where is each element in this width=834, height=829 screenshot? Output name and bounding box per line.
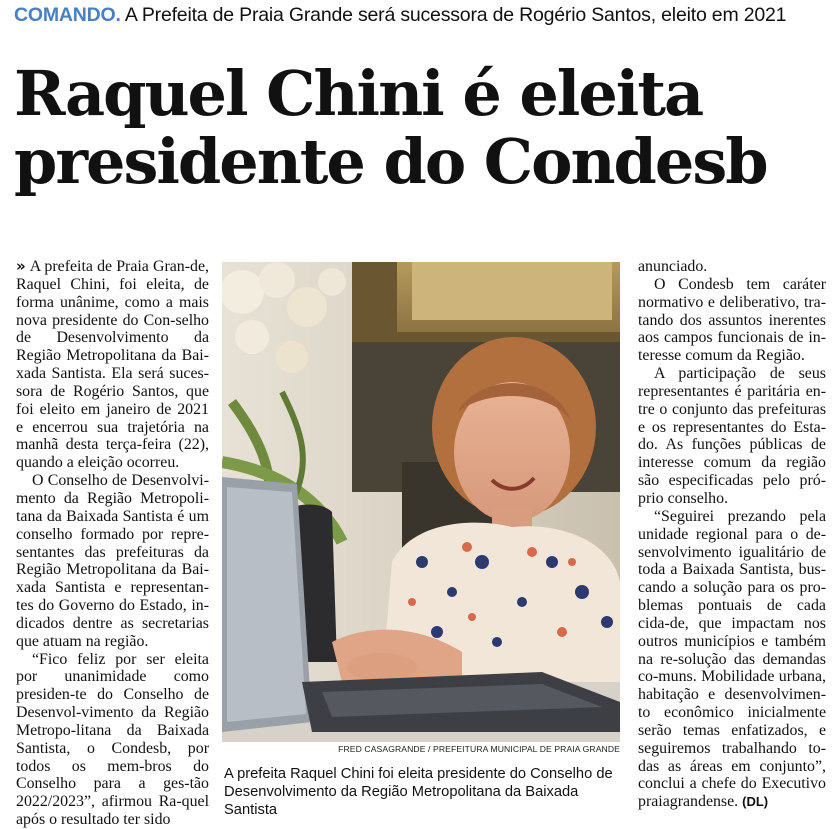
paragraph-1-text: A prefeita de Praia Gran-de, Raquel Chini, foi eleita, de forma unânime, como a mais nova presidente do Con-selho de Desenvolvimento da Região Metropolitana da Bai-xada Santista. Ela será suces-sora de Rogério Santos, que foi eleito em janeiro de 2021 e encerrou sua trajetória na manhã desta terça-feira (22), quando a eleição ocorreu. <box>16 258 209 472</box>
kicker-label: COMANDO. <box>14 4 121 26</box>
article-column-3 <box>638 258 826 811</box>
paragraph-7-text: “Seguirei prezando pela unidade regional para o de-senvolvimento igualitário de toda a Baixada Santista, bus-cando a solução para os pro-blemas pontuais de cada cida-de, que impactam nos outros municípios e também na re-solução das demandas co-muns. Mobilidade urbana, habitação e desenvolvimen-to econômico inicialmente serão temas enfatizados, e seguiremos trabalhando to-das as áreas em conjunto”, conclui a chefe do Executivo praiagrandense. <box>638 507 826 811</box>
paragraph-2: O Conselho de Desenvolvi-mento da Região Metropoli-tana da Baixada Santista é um conselho formado por repre-sentantes das prefeituras da Região Metropolitana da Bai-xada Santista e representan-tes do Governo do Estado, in-dicados dentre as secretarias que atuam na região. <box>16 472 209 650</box>
headline <box>14 57 829 198</box>
photo-credit: FRED CASAGRANDE / PREFEITURA MUNICIPAL DE PRAIA GRANDE <box>338 744 620 754</box>
photo-caption: A prefeita Raquel Chini foi eleita presidente do Conselho de Desenvolvimento da Região Metropolitana da Baixada Santista <box>224 766 613 818</box>
paragraph-1 <box>16 258 209 472</box>
paragraph-5: O Condesb tem caráter normativo e deliberativo, tra-tando dos assuntos inerentes aos campos funcionais de in-teresse comum da Região. <box>638 275 826 365</box>
author-signature: (DL) <box>742 794 769 810</box>
paragraph-3: “Fico feliz por ser eleita por unanimidade como presiden-te do Conselho de Desenvol-vimento da Região Metropo-litana da Baixada Santista, o Condesb, por todos os mem-bros do Conselho para a ges-tão 2022/2023”, afirmou Ra-quel após o resultado ter sido <box>16 650 209 829</box>
kicker <box>14 4 829 27</box>
paragraph-6: A participação de seus representantes é paritária en-tre o conjunto das prefeituras e os representantes do Esta-do. As funções públicas de interesse comum da região são especificadas pelo pró-prio conselho. <box>638 365 826 507</box>
headline-line-1: Raquel Chini é eleita <box>14 57 703 130</box>
kicker-text: A Prefeita de Praia Grande será sucessora de Rogério Santos, eleito em 2021 <box>124 4 787 26</box>
paragraph-7 <box>638 508 826 811</box>
article-column-1 <box>16 258 209 829</box>
paragraph-4: anunciado. <box>638 258 708 275</box>
woman-at-laptop-photo <box>222 262 620 742</box>
article-photo <box>222 262 620 742</box>
headline-line-2: presidente do Condesb <box>14 125 767 198</box>
double-chevron-icon: » <box>16 257 26 275</box>
